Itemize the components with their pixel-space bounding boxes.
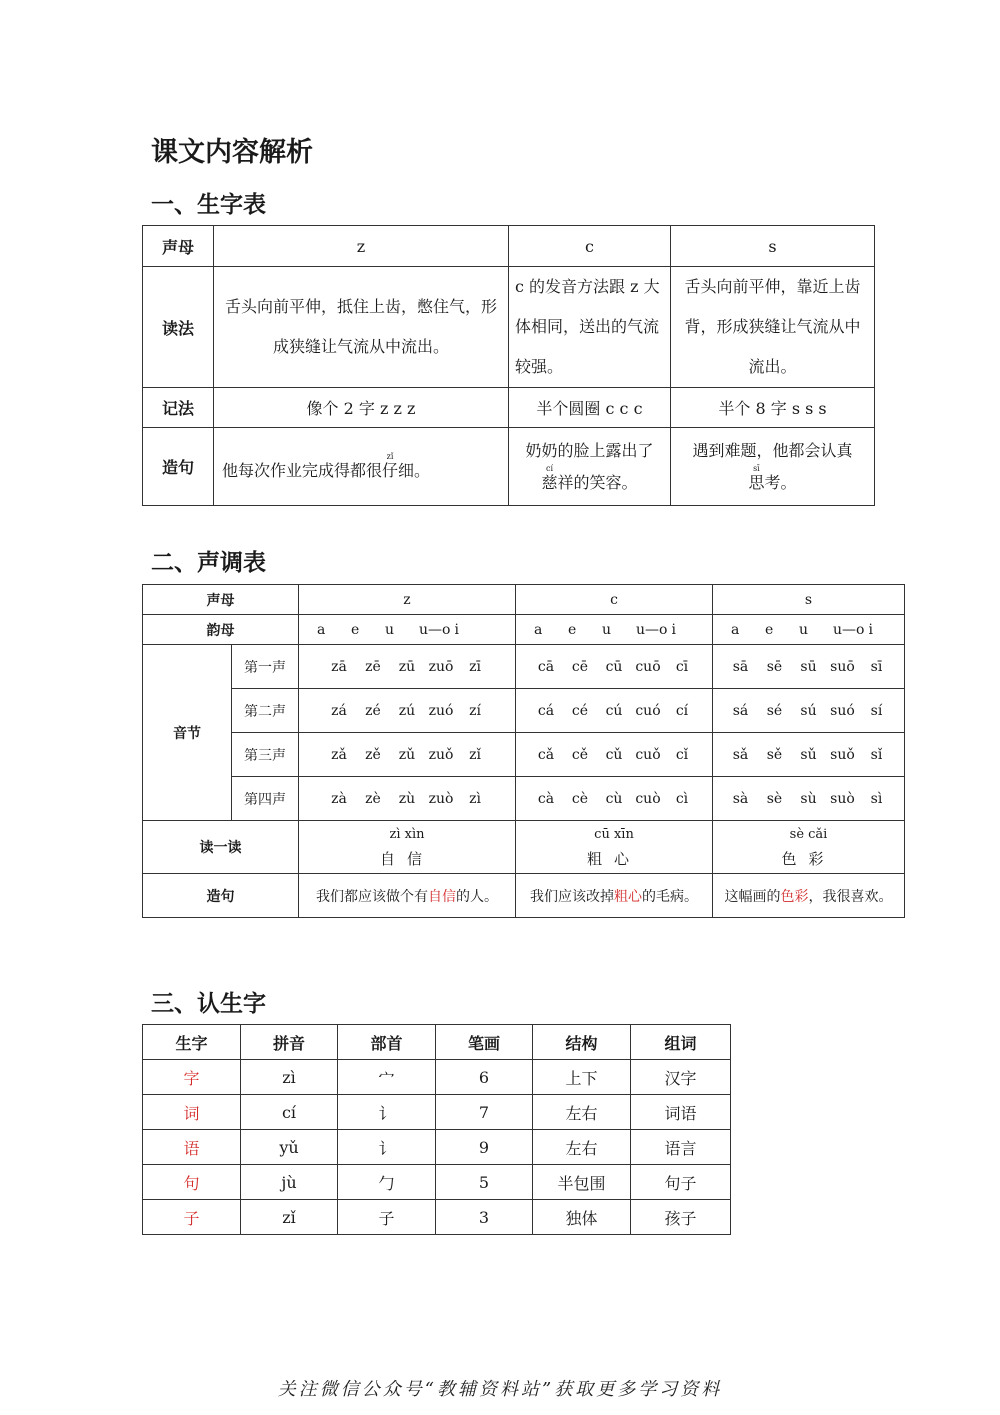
tone-label: 第二声 [232,689,299,733]
table-row [143,428,875,506]
table-row [143,1200,731,1235]
finals-cell: a e u u—o i [516,615,713,645]
strokes-cell: 3 [436,1200,533,1235]
table-row [143,388,875,428]
syllable-cell: cǎ cě cǔ cuǒ cǐ [516,733,713,777]
syllable-cell: cá cé cú cuó cí [516,689,713,733]
sentence-cell: 我们都应该做个有自信的人。 [299,874,516,918]
structure-cell: 左右 [533,1130,631,1165]
pinyin-cell: zǐ [241,1200,338,1235]
syllable-cell: sǎ sě sǔ suǒ sǐ [713,733,905,777]
structure-cell: 独体 [533,1200,631,1235]
table-row [143,226,875,267]
header-cell: 声母 [143,226,214,267]
sentence-cell: 他每次作业完成得都很仔zǐ细。 [214,428,509,506]
syllable-cell: zà zè zù zuò zì [299,777,516,821]
table-row [143,585,905,615]
sentence-cell: 这幅画的色彩，我很喜欢。 [713,874,905,918]
table-header-row [143,1025,731,1060]
column-header: 组词 [631,1025,731,1060]
table-row [143,1130,731,1165]
initial-cell: c [509,226,671,267]
sentence-cell: 奶奶的脸上露出了 慈cí祥的笑容。 [509,428,671,506]
read-cell: c 的发音方法跟 z 大体相同，送出的气流较强。 [509,267,671,388]
column-header: 生字 [143,1025,241,1060]
read-cell: 舌头向前平伸，靠近上齿背，形成狭缝让气流从中流出。 [671,267,875,388]
radical-cell: 讠 [338,1095,436,1130]
page-title: 课文内容解析 [151,137,313,168]
initial-cell: z [299,585,516,615]
read-cell: 舌头向前平伸，抵住上齿，憋住气，形成狭缝让气流从中流出。 [214,267,509,388]
strokes-cell: 6 [436,1060,533,1095]
tone-label: 第四声 [232,777,299,821]
character-cell: 子 [143,1200,241,1235]
syllable-cell: cà cè cù cuò cì [516,777,713,821]
initial-cell: c [516,585,713,615]
strokes-cell: 5 [436,1165,533,1200]
pinyin-cell: jù [241,1165,338,1200]
new-characters-table [142,1024,731,1235]
pinyin-cell: zì [241,1060,338,1095]
table-row [143,777,905,821]
radical-cell: 宀 [338,1060,436,1095]
mem-cell: 像个 2 字 z z z [214,388,509,428]
finals-cell: a e u u—o i [713,615,905,645]
tone-table [142,584,905,918]
finals-cell: a e u u—o i [299,615,516,645]
table-row [143,1060,731,1095]
structure-cell: 上下 [533,1060,631,1095]
annotated-char: 思sī [748,463,765,492]
word-cell: 汉字 [631,1060,731,1095]
syllable-cell: zā zē zū zuō zī [299,645,516,689]
column-header: 笔画 [436,1025,533,1060]
table-row [143,874,905,918]
table-row [143,645,905,689]
column-header: 拼音 [241,1025,338,1060]
initials-table [142,225,875,506]
syllable-cell: zá zé zú zuó zí [299,689,516,733]
read-cell: sè cǎi 色彩 [713,821,905,874]
character-cell: 语 [143,1130,241,1165]
radical-cell: 子 [338,1200,436,1235]
column-header: 结构 [533,1025,631,1060]
tone-label: 第三声 [232,733,299,777]
strokes-cell: 9 [436,1130,533,1165]
finals-label: 韵母 [143,615,299,645]
footer-note: 关注微信公众号“教辅资料站”获取更多学习资料 [277,1379,723,1400]
sentence-label: 造句 [143,874,299,918]
table-row [143,1165,731,1200]
word-cell: 孩子 [631,1200,731,1235]
sentence-cell: 我们应该改掉粗心的毛病。 [516,874,713,918]
table-row [143,1095,731,1130]
table-row [143,267,875,388]
mem-cell: 半个圆圈 c c c [509,388,671,428]
row-label: 记法 [143,388,214,428]
initial-cell: z [214,226,509,267]
column-header: 部首 [338,1025,436,1060]
character-cell: 词 [143,1095,241,1130]
read-cell: zì xìn 自信 [299,821,516,874]
table-row [143,821,905,874]
word-cell: 句子 [631,1165,731,1200]
syllable-cell: cā cē cū cuō cī [516,645,713,689]
section2-title: 二、声调表 [151,550,266,576]
structure-cell: 半包围 [533,1165,631,1200]
pinyin-cell: yǔ [241,1130,338,1165]
strokes-cell: 7 [436,1095,533,1130]
initial-cell: s [671,226,875,267]
sentence-cell: 遇到难题，他都会认真 思sī考。 [671,428,875,506]
annotated-char: 慈cí [541,463,558,492]
radical-cell: 勹 [338,1165,436,1200]
syllable-cell: sā sē sū suō sī [713,645,905,689]
section1-title: 一、生字表 [151,192,266,218]
initial-cell: s [713,585,905,615]
character-cell: 句 [143,1165,241,1200]
syllable-label: 音节 [143,645,232,821]
mem-cell: 半个 8 字 s s s [671,388,875,428]
syllable-cell: zǎ zě zǔ zuǒ zǐ [299,733,516,777]
annotated-char: 仔zǐ [382,452,399,480]
row-label: 造句 [143,428,214,506]
syllable-cell: sà sè sù suò sì [713,777,905,821]
syllable-cell: sá sé sú suó sí [713,689,905,733]
word-cell: 词语 [631,1095,731,1130]
section3-title: 三、认生字 [151,991,266,1017]
word-cell: 语言 [631,1130,731,1165]
table-row [143,689,905,733]
pinyin-cell: cí [241,1095,338,1130]
structure-cell: 左右 [533,1095,631,1130]
tone-label: 第一声 [232,645,299,689]
row-label: 读法 [143,267,214,388]
table-row [143,615,905,645]
read-label: 读一读 [143,821,299,874]
radical-cell: 讠 [338,1130,436,1165]
character-cell: 字 [143,1060,241,1095]
table-row [143,733,905,777]
header-cell: 声母 [143,585,299,615]
read-cell: cū xīn 粗心 [516,821,713,874]
